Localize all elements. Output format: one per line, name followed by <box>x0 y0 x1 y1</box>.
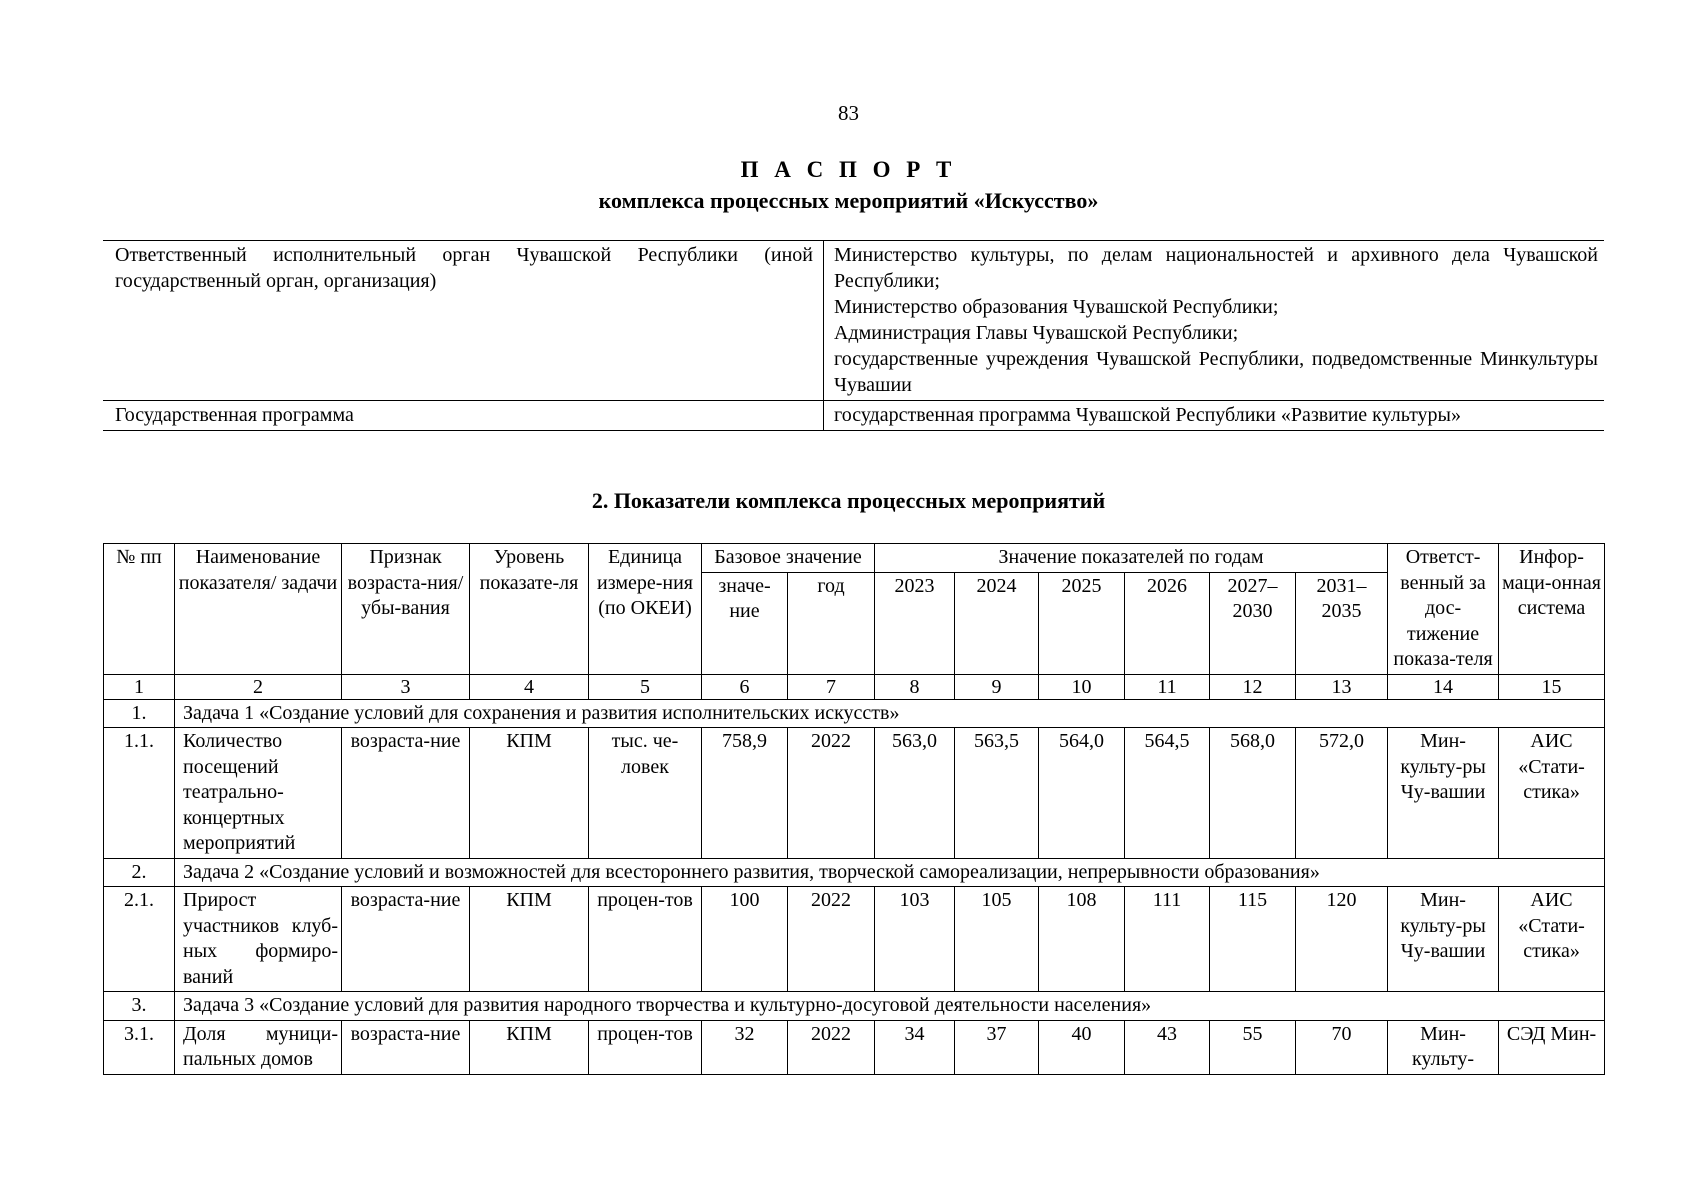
header-year: 2027–2030 <box>1210 572 1296 674</box>
column-number: 7 <box>788 674 875 699</box>
task-row <box>104 699 1605 728</box>
indicator-value: 108 <box>1039 887 1125 992</box>
column-number: 9 <box>955 674 1039 699</box>
header-name: Наименование показателя/ задачи <box>175 544 342 675</box>
indicator-name: Доля муници-пальных домов <box>175 1020 342 1074</box>
task-title: Задача 3 «Создание условий для развития народного творчества и культурно-досуговой деятельности населения» <box>175 992 1605 1021</box>
indicator-unit: тыс. че-ловек <box>589 728 702 859</box>
passport-value-line: государственные учреждения Чувашской Республики, подведомственные Минкультуры Чувашии <box>834 348 1598 396</box>
column-number: 1 <box>104 674 175 699</box>
column-number: 13 <box>1296 674 1388 699</box>
task-row <box>104 858 1605 887</box>
indicator-level: КПМ <box>470 887 589 992</box>
header-years-group: Значение показателей по годам <box>875 544 1388 573</box>
column-number: 2 <box>175 674 342 699</box>
header-responsible: Ответст-венный за дос-тижение показа-теля <box>1388 544 1499 675</box>
column-number: 15 <box>1499 674 1605 699</box>
passport-row-responsible <box>103 241 1604 401</box>
passport-row-program <box>103 401 1604 431</box>
task-num: 2. <box>104 858 175 887</box>
indicator-value: 103 <box>875 887 955 992</box>
column-number: 8 <box>875 674 955 699</box>
indicator-value: 564,5 <box>1125 728 1210 859</box>
indicator-base-year: 2022 <box>788 728 875 859</box>
indicator-num: 1.1. <box>104 728 175 859</box>
page-number: 83 <box>838 101 859 125</box>
indicator-value: 572,0 <box>1296 728 1388 859</box>
passport-label: Ответственный исполнительный орган Чувашской Республики (иной государственный орган, организация) <box>103 241 824 401</box>
passport-value-line: Администрация Главы Чувашской Республики; <box>834 322 1239 344</box>
document-subtitle: комплекса процессных мероприятий «Искусство» <box>598 188 1099 213</box>
indicator-row <box>104 728 1605 859</box>
indicator-row <box>104 1020 1605 1074</box>
column-number: 5 <box>589 674 702 699</box>
header-base: Базовое значение <box>702 544 875 573</box>
task-num: 3. <box>104 992 175 1021</box>
indicator-base-value: 32 <box>702 1020 788 1074</box>
indicator-value: 55 <box>1210 1020 1296 1074</box>
header-year: 2031–2035 <box>1296 572 1388 674</box>
column-number: 3 <box>342 674 470 699</box>
indicator-value: 111 <box>1125 887 1210 992</box>
indicator-row <box>104 887 1605 992</box>
header-info-system: Инфор-маци-онная система <box>1499 544 1605 675</box>
indicator-sign: возраста-ние <box>342 1020 470 1074</box>
header-year: 2026 <box>1125 572 1210 674</box>
header-base-year: год <box>788 572 875 674</box>
indicator-info-system: АИС «Стати-стика» <box>1499 728 1605 859</box>
indicator-responsible: Мин-культу-ры Чу-вашии <box>1388 728 1499 859</box>
header-unit: Единица измере-ния (по ОКЕИ) <box>589 544 702 675</box>
indicator-num: 3.1. <box>104 1020 175 1074</box>
indicator-unit: процен-тов <box>589 1020 702 1074</box>
passport-value-line: Министерство образования Чувашской Республики; <box>834 296 1279 318</box>
column-number: 11 <box>1125 674 1210 699</box>
indicator-value: 564,0 <box>1039 728 1125 859</box>
indicator-level: КПМ <box>470 1020 589 1074</box>
passport-value <box>824 241 1605 401</box>
indicator-base-year: 2022 <box>788 887 875 992</box>
indicator-name: Количество посещений театрально-концертных мероприятий <box>175 728 342 859</box>
indicator-sign: возраста-ние <box>342 887 470 992</box>
column-number: 12 <box>1210 674 1296 699</box>
document-title: П А С П О Р Т <box>740 157 957 182</box>
indicator-value: 105 <box>955 887 1039 992</box>
indicator-base-value: 100 <box>702 887 788 992</box>
column-number: 14 <box>1388 674 1499 699</box>
indicator-value: 34 <box>875 1020 955 1074</box>
section-title: 2. Показатели комплекса процессных мероприятий <box>591 488 1106 513</box>
task-num: 1. <box>104 699 175 728</box>
header-year: 2023 <box>875 572 955 674</box>
column-number: 4 <box>470 674 589 699</box>
header-year: 2024 <box>955 572 1039 674</box>
indicator-name: Прирост участников клуб-ных формиро-ваний <box>175 887 342 992</box>
indicator-value: 43 <box>1125 1020 1210 1074</box>
indicator-value: 70 <box>1296 1020 1388 1074</box>
indicator-value: 563,5 <box>955 728 1039 859</box>
indicator-info-system: АИС «Стати-стика» <box>1499 887 1605 992</box>
indicator-sign: возраста-ние <box>342 728 470 859</box>
passport-value-line: Министерство культуры, по делам национальностей и архивного дела Чувашской Республики; <box>834 244 1598 292</box>
indicator-value: 40 <box>1039 1020 1125 1074</box>
indicator-base-year: 2022 <box>788 1020 875 1074</box>
indicators-table <box>103 543 1605 1075</box>
header-level: Уровень показате-ля <box>470 544 589 675</box>
indicator-value: 120 <box>1296 887 1388 992</box>
indicator-value: 37 <box>955 1020 1039 1074</box>
header-row <box>104 544 1605 573</box>
task-row <box>104 992 1605 1021</box>
passport-value <box>824 401 1605 431</box>
passport-value-line: государственная программа Чувашской Республики «Развитие культуры» <box>834 404 1461 426</box>
column-number: 6 <box>702 674 788 699</box>
indicator-responsible: Мин-культу- <box>1388 1020 1499 1074</box>
header-sign: Признак возраста-ния/ убы-вания <box>342 544 470 675</box>
column-number: 10 <box>1039 674 1125 699</box>
indicator-num: 2.1. <box>104 887 175 992</box>
header-num: № пп <box>104 544 175 675</box>
column-numbers-row <box>104 674 1605 699</box>
header-base-value: значе-ние <box>702 572 788 674</box>
passport-table <box>103 240 1604 431</box>
indicator-value: 568,0 <box>1210 728 1296 859</box>
indicator-value: 115 <box>1210 887 1296 992</box>
indicator-responsible: Мин-культу-ры Чу-вашии <box>1388 887 1499 992</box>
indicator-value: 563,0 <box>875 728 955 859</box>
indicator-info-system: СЭД Мин- <box>1499 1020 1605 1074</box>
passport-label: Государственная программа <box>103 401 824 431</box>
indicator-unit: процен-тов <box>589 887 702 992</box>
indicator-level: КПМ <box>470 728 589 859</box>
task-title: Задача 1 «Создание условий для сохранения и развития исполнительских искусств» <box>175 699 1605 728</box>
indicator-base-value: 758,9 <box>702 728 788 859</box>
task-title: Задача 2 «Создание условий и возможностей для всестороннего развития, творческой самореализации, непрерывности образования» <box>175 858 1605 887</box>
header-year: 2025 <box>1039 572 1125 674</box>
